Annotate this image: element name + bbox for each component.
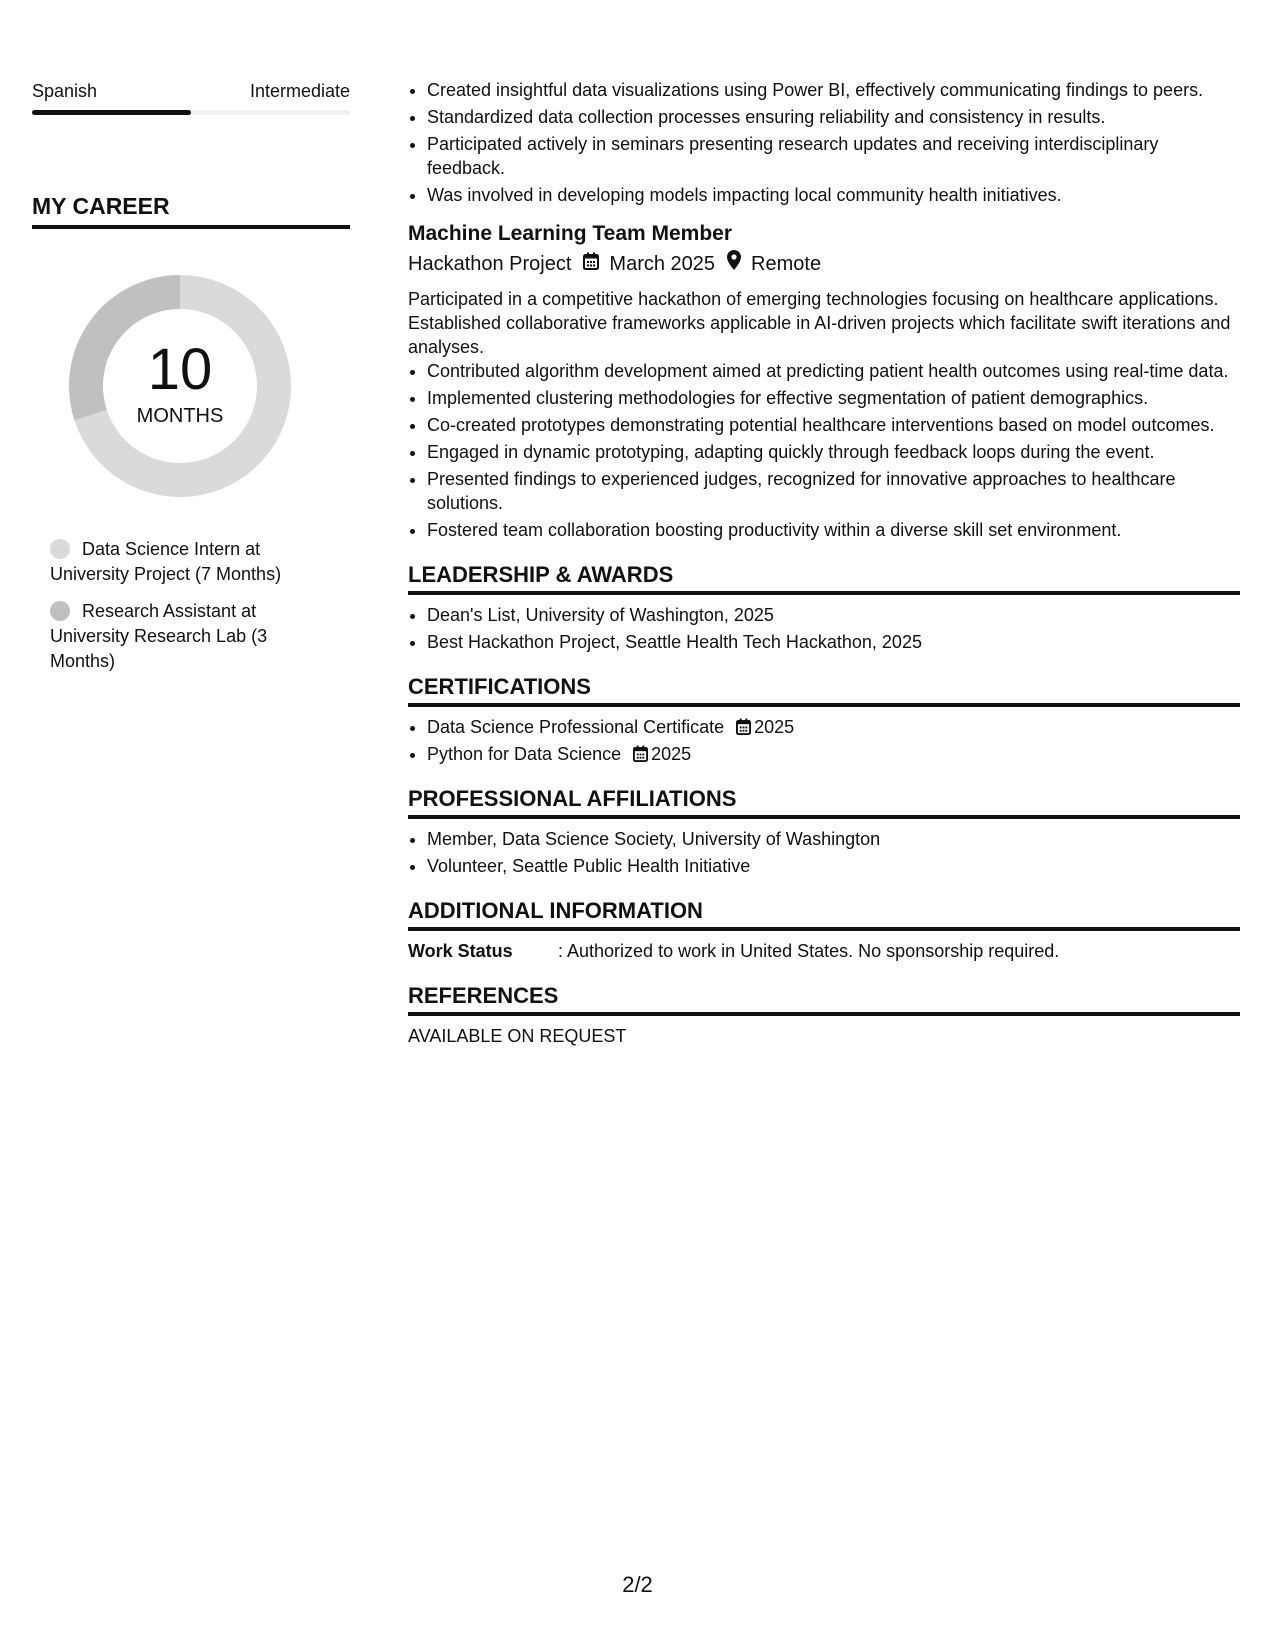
list-item: • Dean's List, University of Washington, 2025: [427, 603, 1240, 627]
work-status-value: : Authorized to work in United States. No sponsorship required.: [558, 941, 1060, 961]
previous-job-bullets: [408, 78, 1240, 207]
work-status-row: [408, 939, 1240, 963]
list-item: • Was involved in developing models impacting local community health initiatives.: [427, 183, 1240, 207]
legend-dot: [50, 539, 70, 559]
certification-name: Data Science Professional Certificate: [427, 717, 725, 737]
certification-item: [427, 742, 1240, 766]
career-total-number: 10: [147, 337, 213, 402]
list-item: • Fostered team collaboration boosting productivity within a diverse skill set environment.: [427, 518, 1240, 542]
career-heading: MY CAREER: [32, 191, 350, 229]
certification-year-wrap: [736, 717, 794, 737]
career-donut-chart: [65, 271, 295, 501]
list-item: • Created insightful data visualizations using Power BI, effectively communicating findings to peers.: [427, 78, 1240, 102]
job-bullets: [408, 359, 1240, 542]
language-name: Spanish: [32, 81, 98, 101]
career-legend-item: [50, 599, 310, 674]
list-item: • Standardized data collection processes ensuring reliability and consistency in results.: [427, 105, 1240, 129]
career-legend: [50, 537, 310, 674]
career-total-unit: MONTHS: [136, 405, 224, 427]
language-proficiency-fill: [32, 110, 191, 115]
language-level: Intermediate: [249, 81, 350, 101]
career-legend-label: Research Assistant at University Research Lab (3 Months): [50, 601, 268, 671]
certification-year: 2025: [651, 744, 692, 764]
career-legend-item: [50, 537, 310, 587]
calendar-icon: [633, 745, 648, 762]
list-item: • Participated actively in seminars presenting research updates and receiving interdisciplinary feedback.: [427, 132, 1240, 180]
job-title: Machine Learning Team Member: [408, 222, 733, 245]
career-legend-label: Data Science Intern at University Project (7 Months): [50, 539, 282, 584]
main-content: [408, 78, 1240, 1048]
list-item: • Member, Data Science Society, University of Washington: [427, 827, 1240, 851]
leadership-heading: LEADERSHIP & AWARDS: [408, 560, 1240, 595]
calendar-icon: [583, 249, 599, 279]
list-item: • Co-created prototypes demonstrating potential healthcare interventions based on model outcomes.: [427, 413, 1240, 437]
certification-item: [427, 715, 1240, 739]
references-text: AVAILABLE ON REQUEST: [408, 1026, 627, 1046]
affiliations-list: [408, 827, 1240, 878]
certification-name: Python for Data Science: [427, 744, 622, 764]
list-item: • Implemented clustering methodologies for effective segmentation of patient demographics.: [427, 386, 1240, 410]
list-item: • Engaged in dynamic prototyping, adapting quickly through feedback loops during the event.: [427, 440, 1240, 464]
work-status-label: Work Status: [408, 941, 513, 961]
certification-year: 2025: [754, 717, 795, 737]
legend-dot: [50, 601, 70, 621]
job-location: Remote: [751, 253, 822, 275]
job-description: Participated in a competitive hackathon of emerging technologies focusing on healthcare applications. Established collaborative frameworks applicable in AI-driven projects which facilitate swift iterations and analyses.: [408, 289, 1231, 357]
job-company: Hackathon Project: [408, 253, 572, 275]
certifications-heading: CERTIFICATIONS: [408, 672, 1240, 707]
page-number: 2/2: [622, 1572, 653, 1597]
list-item: • Contributed algorithm development aimed at predicting patient health outcomes using real-time data.: [427, 359, 1240, 383]
calendar-icon: [736, 718, 751, 735]
job-date: March 2025: [609, 253, 716, 275]
language-row: [32, 78, 350, 104]
map-pin-icon: [727, 249, 741, 279]
job-meta: [408, 249, 1240, 279]
certification-year-wrap: [633, 744, 691, 764]
list-item: • Volunteer, Seattle Public Health Initiative: [427, 854, 1240, 878]
additional-info-heading: ADDITIONAL INFORMATION: [408, 896, 1240, 931]
certifications-list: [408, 715, 1240, 766]
language-proficiency-bar: [32, 110, 350, 115]
list-item: • Presented findings to experienced judges, recognized for innovative approaches to healthcare solutions.: [427, 467, 1240, 515]
affiliations-heading: PROFESSIONAL AFFILIATIONS: [408, 784, 1240, 819]
leadership-list: [408, 603, 1240, 654]
references-heading: REFERENCES: [408, 981, 1240, 1016]
sidebar: [32, 78, 350, 686]
list-item: • Best Hackathon Project, Seattle Health Tech Hackathon, 2025: [427, 630, 1240, 654]
